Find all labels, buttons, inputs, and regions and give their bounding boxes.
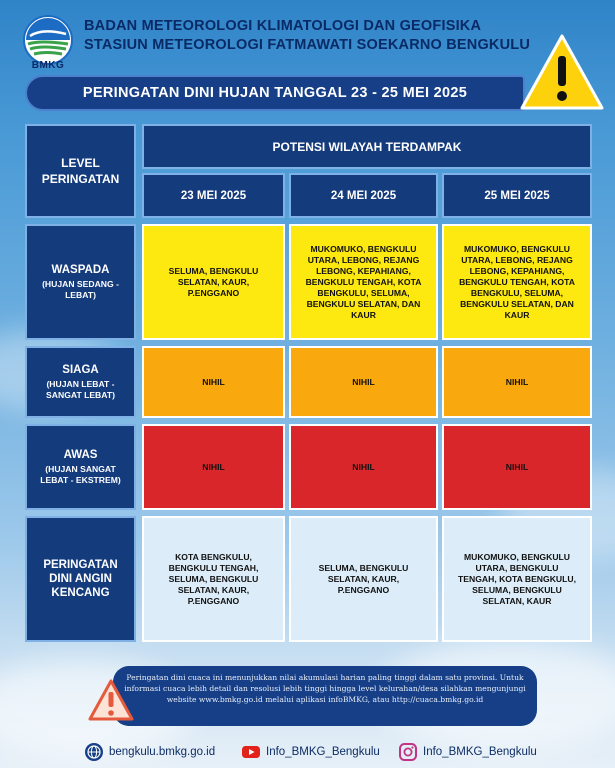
level-header: LEVEL PERINGATAN — [25, 124, 136, 218]
instagram-text: Info_BMKG_Bengkulu — [423, 746, 537, 758]
warning-icon — [88, 678, 134, 724]
website-link[interactable] — [84, 742, 215, 762]
warning-triangle-icon — [520, 32, 604, 112]
disclaimer-note — [113, 666, 537, 726]
angin-cell-day1: KOTA BENGKULU, BENGKULU TENGAH, SELUMA, BENGKULU SELATAN, KAUR, P.ENGGANO — [142, 516, 285, 642]
awas-cell-day1: NIHIL — [142, 424, 285, 510]
siaga-cell-day3: NIHIL — [442, 346, 592, 418]
level-name: AWAS — [63, 449, 98, 461]
awas-cell-day3: NIHIL — [442, 424, 592, 510]
level-waspada — [25, 224, 136, 340]
page-title: PERINGATAN DINI HUJAN TANGGAL 23 - 25 MEI 2025 — [82, 85, 468, 101]
globe-icon — [84, 742, 104, 762]
angin-cell-day2: SELUMA, BENGKULU SELATAN, KAUR, P.ENGGANO — [289, 516, 438, 642]
website-text: bengkulu.bmkg.go.id — [109, 746, 216, 758]
awas-cell-day2: NIHIL — [289, 424, 438, 510]
instagram-icon — [398, 742, 418, 762]
level-detail: (HUJAN SEDANG - LEBAT) — [42, 279, 119, 300]
level-detail: (HUJAN LEBAT - SANGAT LEBAT) — [46, 379, 115, 400]
level-siaga — [25, 346, 136, 418]
level-angin-kencang — [25, 516, 136, 642]
level-name: WASPADA — [51, 264, 110, 276]
youtube-link[interactable] — [241, 742, 380, 762]
level-name: PERINGATAN DINI ANGIN KENCANG — [43, 559, 118, 599]
waspada-cell-day3: MUKOMUKO, BENGKULU UTARA, LEBONG, REJANG LEBONG, KEPAHIANG, BENGKULU TENGAH, KOTA BENGKULU, SELUMA, BENGKULU SELATAN, DAN KAUR — [442, 224, 592, 340]
instagram-link[interactable] — [398, 742, 537, 762]
level-name: SIAGA — [62, 364, 99, 376]
youtube-text: Info_BMKG_Bengkulu — [266, 746, 380, 758]
region-header: POTENSI WILAYAH TERDAMPAK — [142, 124, 592, 169]
level-detail: (HUJAN SANGAT LEBAT - EKSTREM) — [40, 464, 121, 485]
date-header-2: 24 MEI 2025 — [289, 173, 438, 218]
date-header-1: 23 MEI 2025 — [142, 173, 285, 218]
date-header-3: 25 MEI 2025 — [442, 173, 592, 218]
waspada-cell-day1: SELUMA, BENGKULU SELATAN, KAUR, P.ENGGANO — [142, 224, 285, 340]
org-name-line1: BADAN METEOROLOGI KLIMATOLOGI DAN GEOFISIKA — [84, 18, 482, 34]
title-banner — [25, 75, 525, 111]
siaga-cell-day1: NIHIL — [142, 346, 285, 418]
youtube-icon — [241, 742, 261, 762]
org-name-line2: STASIUN METEOROLOGI FATMAWATI SOEKARNO BENGKULU — [84, 37, 531, 53]
siaga-cell-day2: NIHIL — [289, 346, 438, 418]
logo-text: BMKG — [31, 60, 65, 71]
waspada-cell-day2: MUKOMUKO, BENGKULU UTARA, LEBONG, REJANG LEBONG, KEPAHIANG, BENGKULU TENGAH, KOTA BENGKULU, SELUMA, BENGKULU SELATAN, DAN KAUR — [289, 224, 438, 340]
disclaimer-text: Peringatan dini cuaca ini menunjukkan nilai akumulasi harian paling tinggi dalam satu provinsi. Untuk informasi cuaca lebih detail dan resolusi lebih tinggi hingga level kelurahan/desa silahkan mengunjungi website www.bmkg.go.id melalui aplikasi infoBMKG, atau http://cuaca.bmkg.go.id — [124, 673, 526, 704]
level-awas — [25, 424, 136, 510]
angin-cell-day3: MUKOMUKO, BENGKULU UTARA, BENGKULU TENGAH, KOTA BENGKULU, SELUMA, BENGKULU SELATAN, KAUR — [442, 516, 592, 642]
